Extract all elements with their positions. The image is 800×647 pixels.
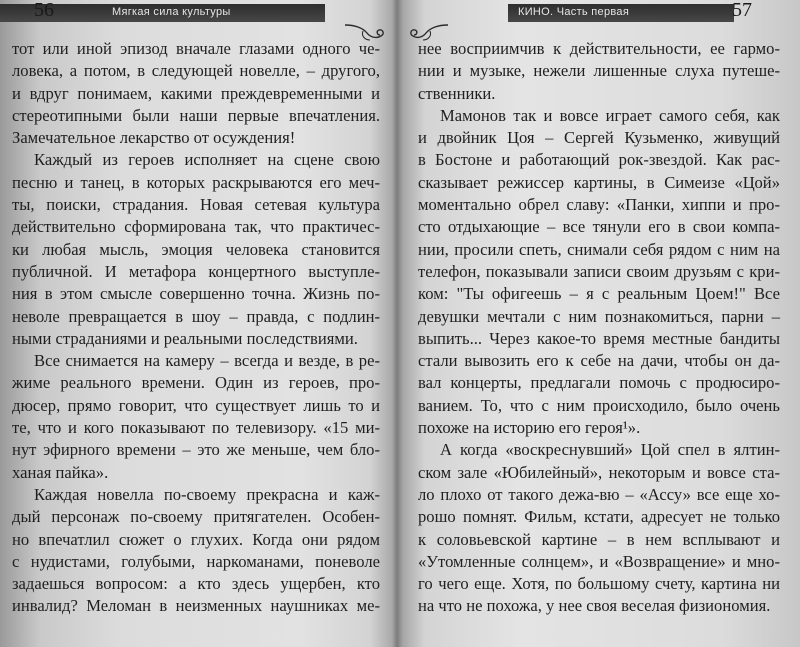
text-line: девушки мечтали с ним познакомиться, парни –: [418, 306, 780, 326]
text-line: рошо помнят. Фильм, кстати, адресует не только: [418, 507, 780, 527]
right-running-title: КИНО. Часть первая: [518, 6, 630, 18]
text-line: ты, поиски, страдания. Новая сетевая культура: [12, 195, 380, 215]
right-page: [400, 0, 800, 647]
text-line: ком: "Ты офигеешь – я с реальным Цоем!" Все: [418, 284, 780, 304]
text-line: и двойник Цоя – Сергей Кузьменко, живущий: [418, 128, 780, 148]
text-line: ными страданиями и реальными последствиями.: [12, 328, 358, 348]
text-line: неволе превращается в шоу – правда, с подлин-: [12, 306, 380, 326]
text-line: нии и музыке, нежели лишенные слуха путеше-: [418, 61, 780, 81]
text-line: вал концерты, предлагали помочь с продюсиро-: [418, 373, 780, 393]
text-line: песню и танец, в которых раскрываются его меч-: [12, 172, 380, 192]
left-body-text: [12, 38, 380, 618]
text-line: А когда «воскреснувший» Цой спел в ялтин-: [440, 440, 780, 460]
text-line: похоже на историю его героя¹».: [418, 418, 641, 438]
text-line: сто отдыхающие – все тянули его в свои компа-: [418, 217, 780, 237]
text-line: жиме реального времени. Один из героев, про-: [12, 373, 380, 393]
text-line: выпить... Через какое-то время местные бандиты: [418, 328, 780, 348]
text-line: публичной. И метафора концертного выступле-: [12, 261, 380, 281]
text-line: к соловьевской картине – в нем всплывают и: [418, 529, 780, 549]
text-line: ло плохо от такого дежа-вю – «Ассу» все еще хо-: [418, 484, 780, 504]
text-line: сказывает режиссер картины, в Симеизе «Цой»: [418, 172, 780, 192]
text-line: стереотипными были наши первые впечатления.: [12, 105, 380, 125]
text-line: Каждая новелла по-своему прекрасна и каж-: [34, 484, 380, 504]
text-line: ванием. То, что с ним происходило, было очень: [418, 395, 780, 415]
text-line: телефон, показывали записи своим друзьям с кри-: [418, 261, 780, 281]
left-page: [0, 0, 395, 647]
text-line: ханая пайка».: [12, 462, 109, 482]
text-line: дый персонаж по-своему притягателен. Особен-: [12, 507, 380, 527]
text-line: Мамонов так и вовсе играет самого себя, как: [440, 105, 780, 125]
text-line: в Бостоне и работающий рок-звездой. Как рас-: [418, 150, 780, 170]
text-line: Каждый из героев исполняет на сцене свою: [34, 150, 380, 170]
text-line: задаешься вопросом: а кто здесь ущербен, кто: [12, 574, 380, 594]
text-line: нии, просили спеть, снимали себя рядом с ним на: [418, 239, 780, 259]
text-line: стали вывозить его к себе на дачи, чтобы он да-: [418, 351, 780, 371]
text-line: дюсер, прямо говорит, что существует лишь то и: [12, 395, 380, 415]
text-line: ния в этом смысле совершенно точна. Жизнь по-: [12, 284, 380, 304]
text-line: ки любая мысль, эмоция человека становится: [12, 239, 380, 259]
text-line: нее восприимчив к действительности, ее гармо-: [418, 39, 780, 58]
text-line: моментально обрел славу: «Панки, хиппи и про-: [418, 195, 780, 215]
left-running-head: [0, 0, 395, 26]
text-line: тот или иной эпизод вначале глазами одного че-: [12, 39, 380, 58]
text-line: инвалид? Меломан в неизменных наушниках ме-: [12, 596, 380, 616]
text-line: и вдруг понимаем, какими преждевременными и: [12, 83, 380, 103]
text-line: но впечатлил сюжет о глухих. Когда они рядом: [12, 529, 380, 549]
text-line: го чего еще. Хотя, по большому счету, картина ни: [418, 574, 780, 594]
text-line: на что не похожа, у нее своя веселая физиономия.: [418, 596, 771, 616]
text-line: ловека, а потом, в следующей новелле, – другого,: [12, 61, 380, 81]
text-line: Замечательное лекарство от осуждения!: [12, 128, 296, 148]
text-line: ственники.: [418, 83, 496, 103]
text-line: те, что и кого показывают по телевизору. «15 ми-: [12, 418, 380, 438]
left-running-title: Мягкая сила культуры: [112, 6, 231, 18]
text-line: ском зале «Юбилейный», некоторым и вовсе ста-: [418, 462, 780, 482]
text-line: с нудистами, голубыми, наркоманами, поневоле: [12, 551, 380, 571]
text-line: действительно сформирована так, что практичес-: [12, 217, 380, 237]
right-running-head: [400, 0, 800, 26]
right-body-text: [418, 38, 780, 618]
text-line: «Утомленные солнцем», и «Возвращение» и мно-: [418, 551, 780, 571]
text-line: нут эфирного времени – это же меньше, чем бло-: [12, 440, 380, 460]
left-page-number: 56: [34, 0, 54, 21]
right-page-number: 57: [732, 0, 752, 21]
text-line: Все снимается на камеру – всегда и везде, в ре-: [34, 351, 380, 371]
